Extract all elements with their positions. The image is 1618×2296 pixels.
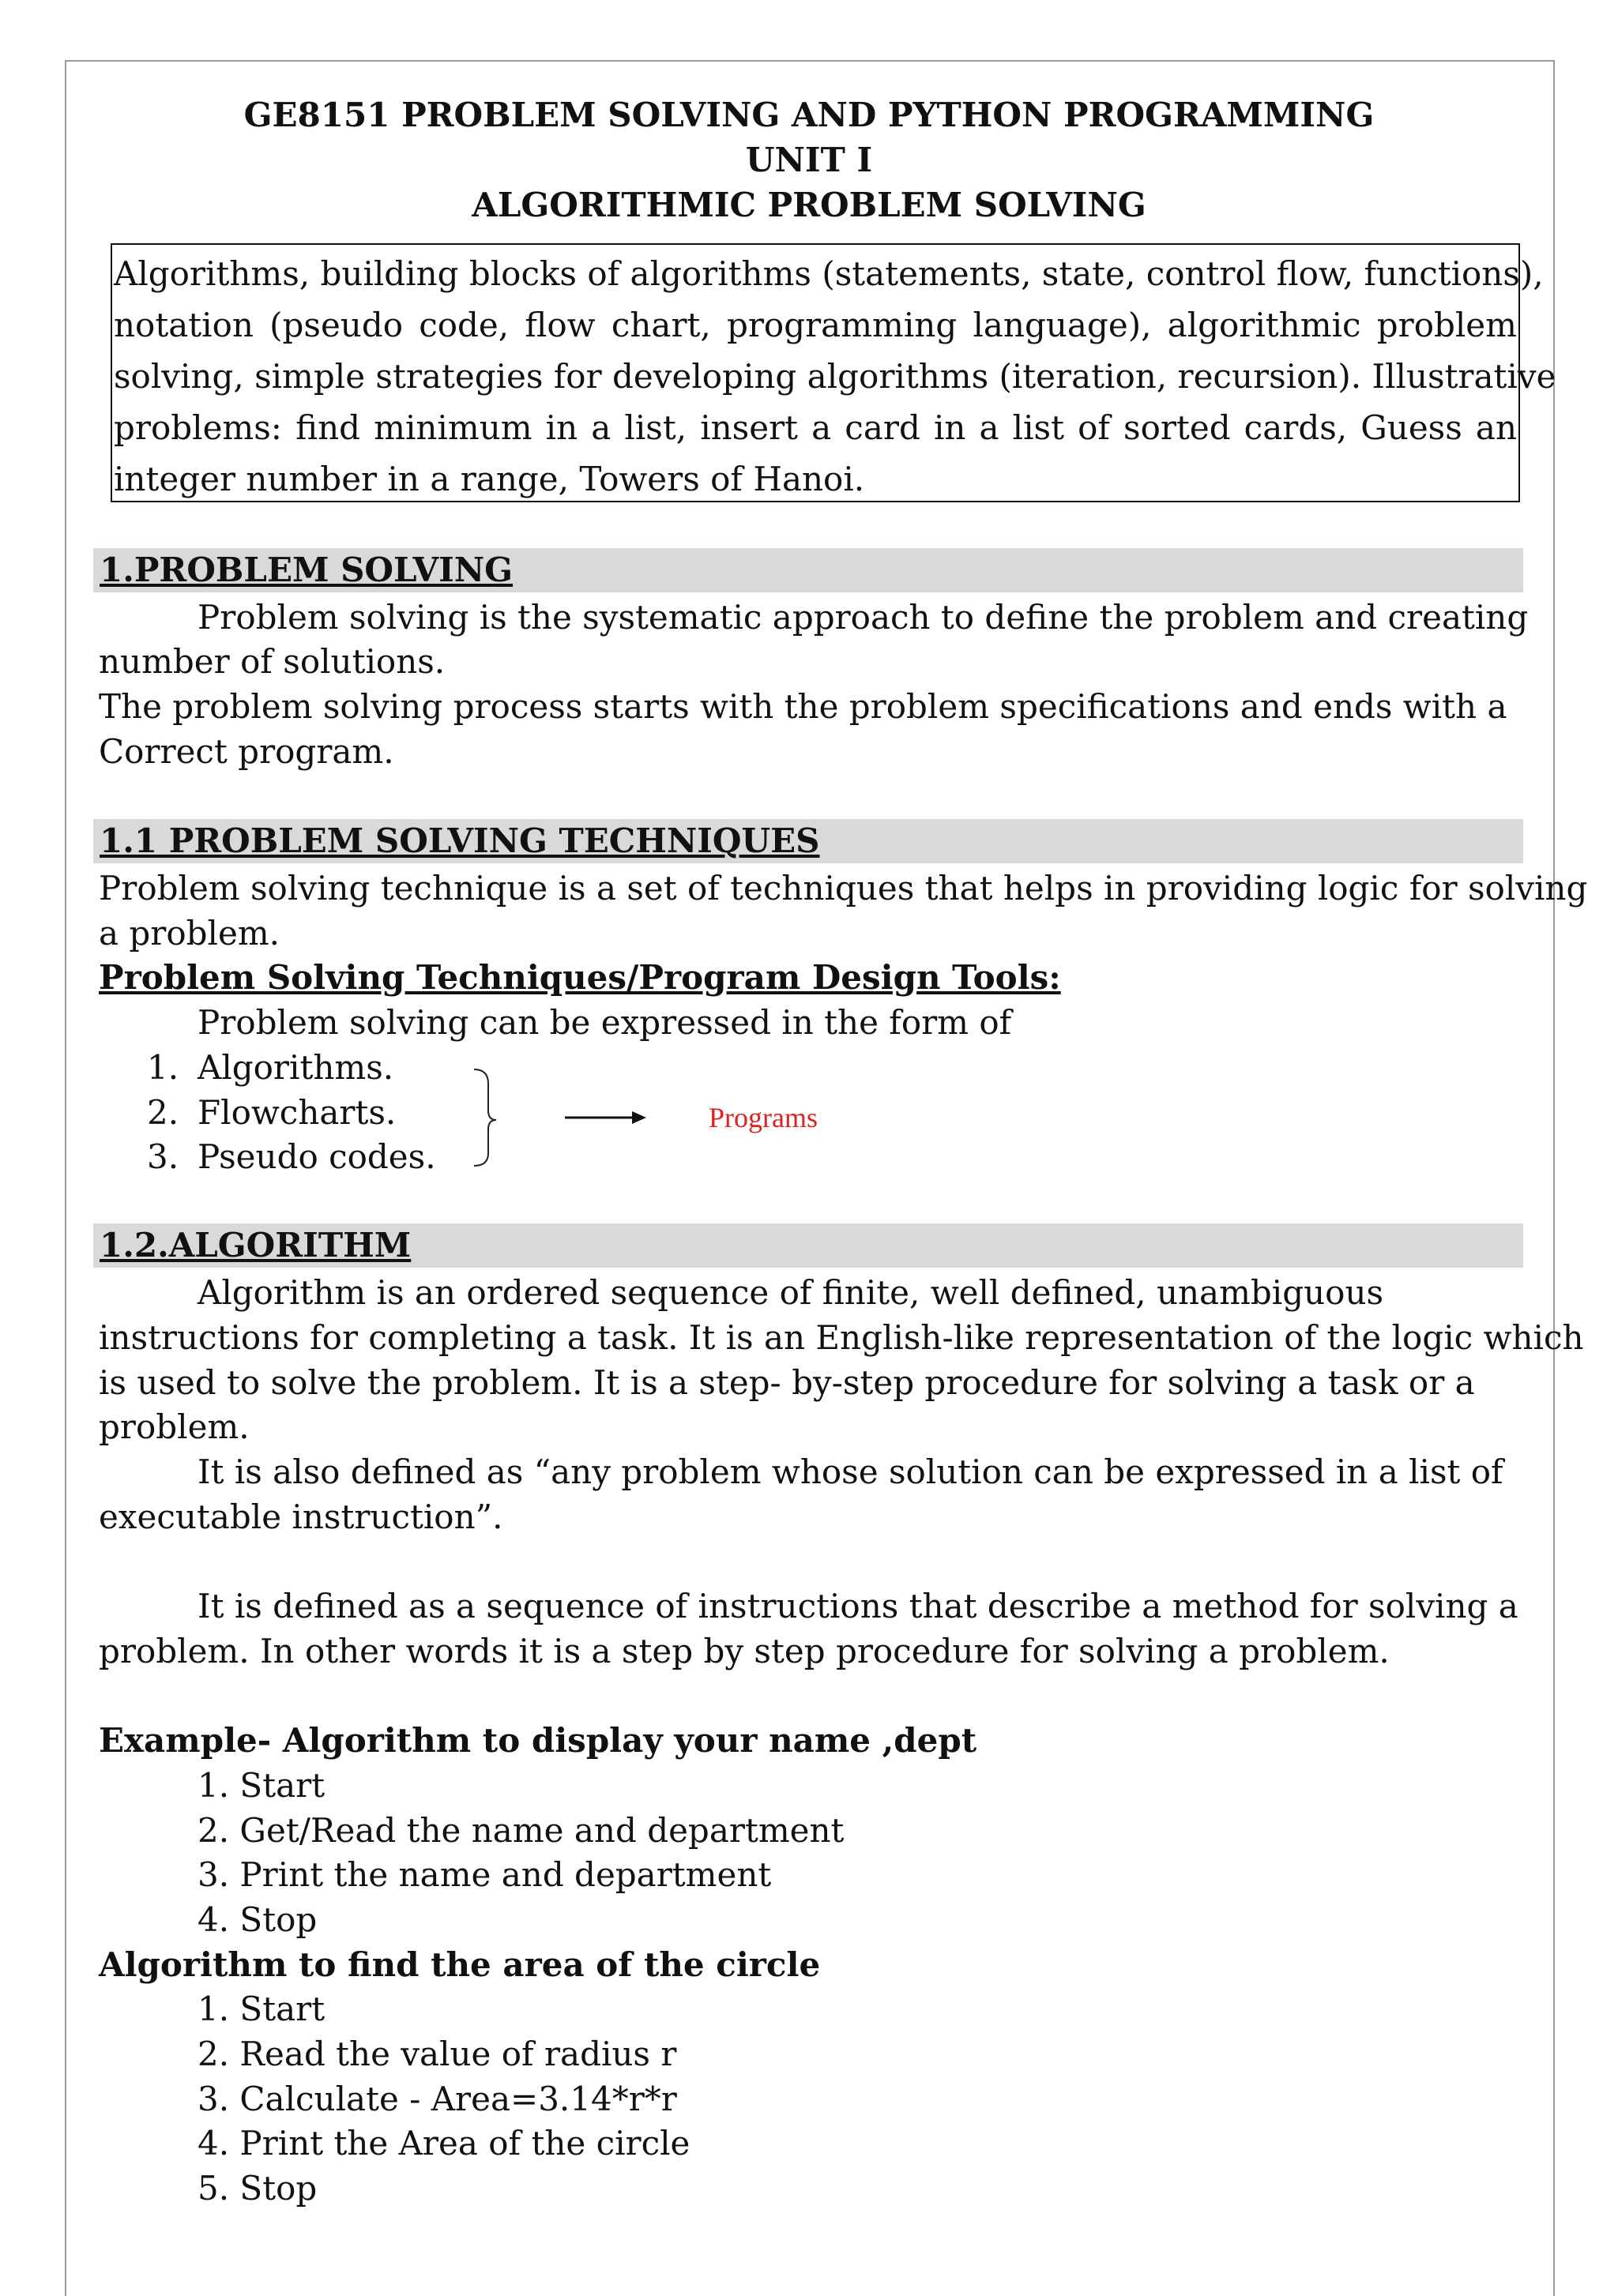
- unit-title: ALGORITHMIC PROBLEM SOLVING: [472, 186, 1146, 224]
- syllabus-line: problems: find minimum in a list, insert a card in a list of sorted cards, Guess an: [114, 408, 1517, 447]
- paragraph-line: is used to solve the problem. It is a step- by-step procedure for solving a task or a: [99, 1363, 1475, 1402]
- algorithm-step: 3. Calculate - Area=3.14*r*r: [198, 2080, 677, 2118]
- paragraph-line: Problem solving can be expressed in the form of: [198, 1003, 1012, 1042]
- list-item: Algorithms.: [198, 1048, 394, 1087]
- list-number: 1.: [147, 1048, 179, 1087]
- example-title: Algorithm to find the area of the circle: [99, 1945, 821, 1984]
- paragraph-line: number of solutions.: [99, 642, 446, 681]
- right-brace-icon: [474, 1069, 496, 1166]
- paragraph-line: Algorithm is an ordered sequence of finite, well defined, unambiguous: [198, 1273, 1384, 1312]
- paragraph-line: problem. In other words it is a step by step procedure for solving a problem.: [99, 1632, 1390, 1670]
- list-item: Flowcharts.: [198, 1093, 397, 1132]
- paragraph-line: It is defined as a sequence of instructions that describe a method for solving a: [198, 1587, 1518, 1625]
- section-heading: 1.PROBLEM SOLVING: [100, 551, 514, 589]
- unit-number: UNIT I: [745, 141, 873, 179]
- paragraph-line: problem.: [99, 1407, 250, 1446]
- arrow-head-icon: [632, 1111, 646, 1124]
- algorithm-step: 1. Start: [198, 1766, 325, 1805]
- algorithm-step: 2. Get/Read the name and department: [198, 1811, 845, 1850]
- syllabus-line: notation (pseudo code, flow chart, programming language), algorithmic problem: [114, 306, 1517, 344]
- algorithm-step: 5. Stop: [198, 2169, 318, 2208]
- section-heading: 1.1 PROBLEM SOLVING TECHNIQUES: [100, 821, 820, 860]
- syllabus-line: solving, simple strategies for developing algorithms (iteration, recursion). Illustrative: [114, 357, 1556, 396]
- paragraph-line: The problem solving process starts with the problem specifications and ends with a: [99, 687, 1507, 726]
- paragraph-line: Problem solving is the systematic approach to define the problem and creating: [198, 598, 1529, 637]
- algorithm-step: 4. Stop: [198, 1900, 318, 1939]
- paragraph-line: instructions for completing a task. It is an English-like representation of the logic which: [99, 1318, 1584, 1357]
- section-heading: 1.2.ALGORITHM: [100, 1226, 412, 1264]
- algorithm-step: 4. Print the Area of the circle: [198, 2124, 690, 2163]
- algorithm-step: 1. Start: [198, 1990, 325, 2028]
- algorithm-step: 2. Read the value of radius r: [198, 2035, 677, 2073]
- syllabus-line: integer number in a range, Towers of Hanoi.: [114, 460, 865, 498]
- paragraph-line: executable instruction”.: [99, 1497, 503, 1536]
- example-title: Example- Algorithm to display your name ,dept: [99, 1721, 977, 1760]
- subheading: Problem Solving Techniques/Program Design Tools:: [99, 958, 1061, 997]
- paragraph-line: a problem.: [99, 914, 280, 953]
- list-number: 2.: [147, 1093, 179, 1132]
- section-heading-bar: [93, 1223, 1523, 1268]
- paragraph-line: Problem solving technique is a set of techniques that helps in providing logic for solving: [99, 869, 1588, 908]
- paragraph-line: Correct program.: [99, 732, 394, 771]
- list-number: 3.: [147, 1137, 179, 1176]
- paragraph-line: It is also defined as “any problem whose solution can be expressed in a list of: [198, 1452, 1503, 1491]
- list-item: Pseudo codes.: [198, 1137, 436, 1176]
- syllabus-line: Algorithms, building blocks of algorithms (statements, state, control flow, functions),: [114, 254, 1544, 293]
- programs-label: Programs: [709, 1102, 818, 1133]
- algorithm-step: 3. Print the name and department: [198, 1855, 772, 1894]
- course-title: GE8151 PROBLEM SOLVING AND PYTHON PROGRAMMING: [243, 96, 1375, 134]
